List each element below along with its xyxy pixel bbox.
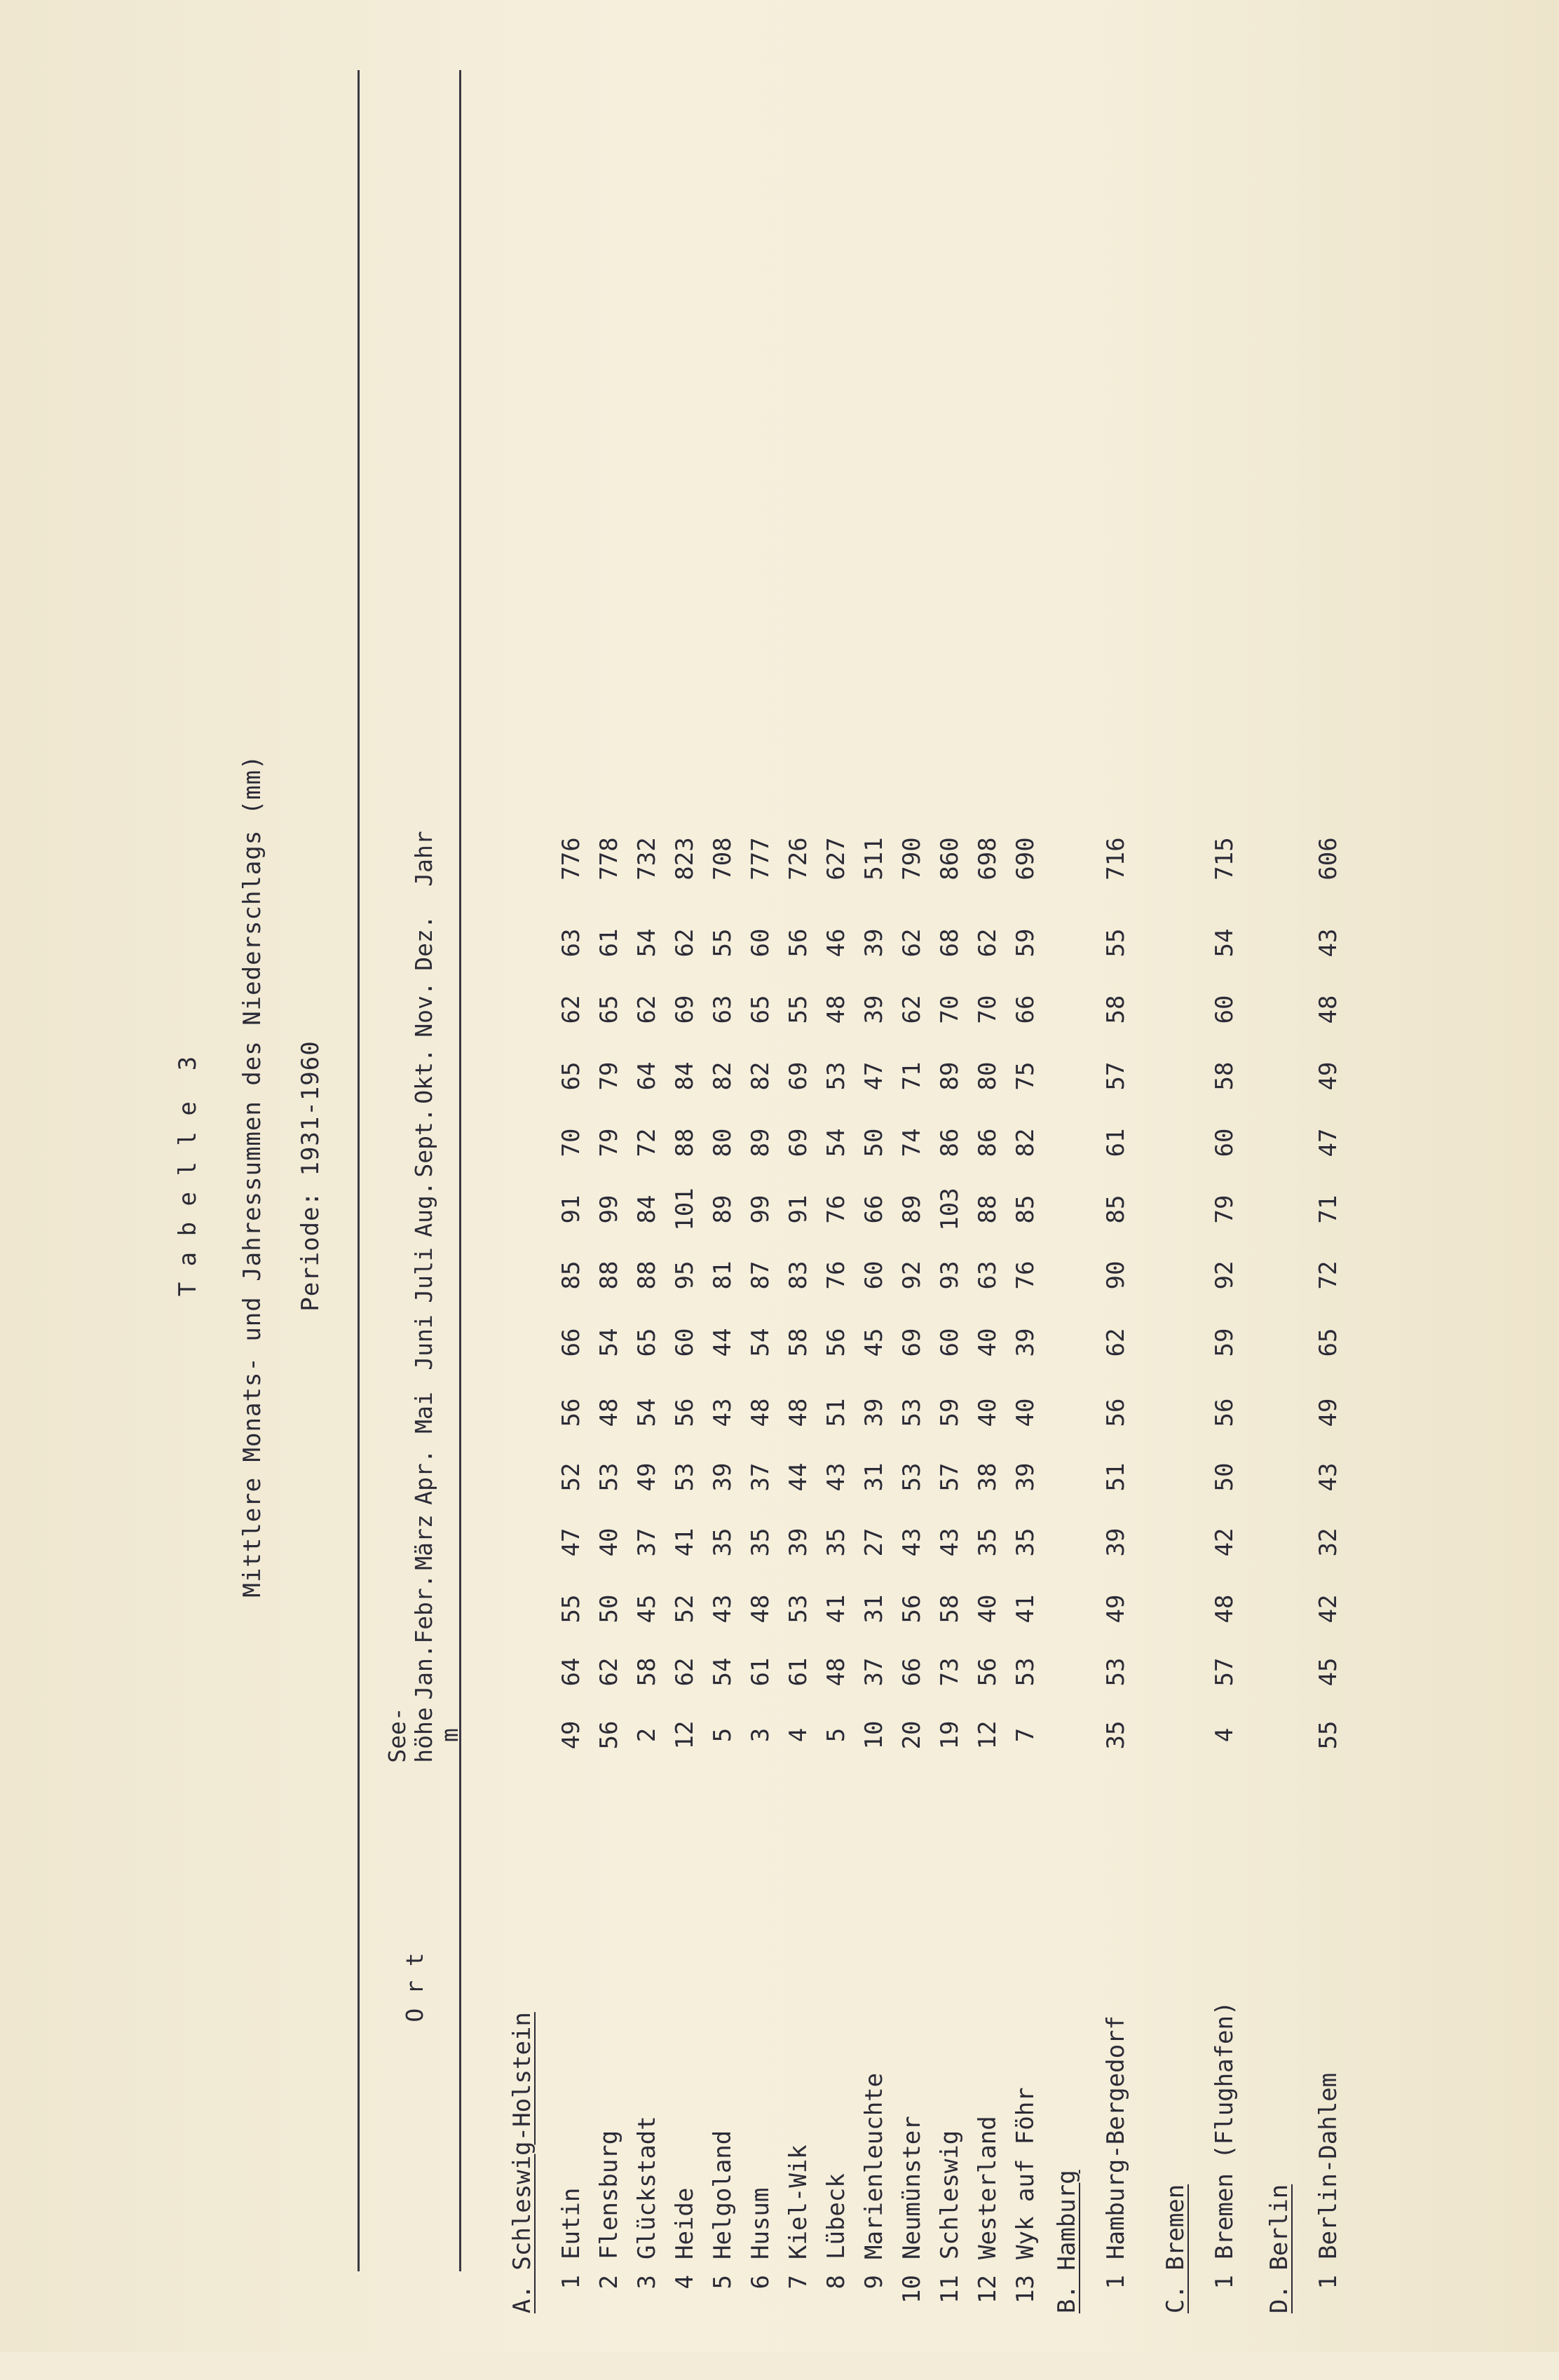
precip-value: 56 xyxy=(1102,1398,1130,1427)
precip-value: 790 xyxy=(898,837,926,880)
precip-value: 44 xyxy=(709,1328,737,1357)
precip-value: 54 xyxy=(822,1128,850,1157)
altitude-header-unit: m xyxy=(436,1728,463,1742)
precip-value: 59 xyxy=(936,1398,964,1427)
precip-value: 39 xyxy=(1012,1462,1040,1492)
precip-value: 43 xyxy=(936,1528,964,1557)
precip-value: 708 xyxy=(709,837,737,880)
precip-value: 89 xyxy=(898,1195,926,1224)
precip-value: 38 xyxy=(974,1462,1002,1492)
precip-value: 65 xyxy=(747,995,775,1024)
precip-value: 41 xyxy=(822,1594,850,1624)
precip-value: 79 xyxy=(1211,1195,1239,1224)
precip-value: 48 xyxy=(1314,995,1342,1024)
precip-value: 48 xyxy=(747,1594,775,1624)
station-name: Westerland xyxy=(974,2116,1002,2259)
precip-value: 69 xyxy=(898,1328,926,1357)
station-altitude: 4 xyxy=(784,1727,812,1743)
precip-value: 37 xyxy=(747,1462,775,1492)
precip-value: 92 xyxy=(1211,1260,1239,1290)
precip-value: 823 xyxy=(671,837,699,880)
precip-value: 76 xyxy=(1012,1260,1040,1290)
precip-value: 777 xyxy=(747,837,775,880)
precip-value: 48 xyxy=(747,1398,775,1427)
row-number: 6 xyxy=(747,2275,775,2290)
precip-value: 59 xyxy=(1211,1328,1239,1357)
precip-value: 27 xyxy=(860,1528,888,1557)
station-name: Heide xyxy=(671,2187,699,2259)
precip-value: 62 xyxy=(974,928,1002,958)
precip-value: 53 xyxy=(898,1462,926,1492)
month-header-9: Sept. xyxy=(410,1108,437,1178)
row-number: 8 xyxy=(822,2275,850,2290)
precip-value: 51 xyxy=(822,1398,850,1427)
station-name: Husum xyxy=(747,2187,775,2259)
precip-value: 72 xyxy=(1314,1260,1342,1290)
precip-value: 95 xyxy=(671,1260,699,1290)
precip-value: 91 xyxy=(784,1195,812,1224)
precip-value: 31 xyxy=(860,1462,888,1492)
precip-value: 103 xyxy=(936,1188,964,1231)
precip-value: 43 xyxy=(1314,928,1342,958)
precip-value: 55 xyxy=(784,995,812,1024)
precip-value: 58 xyxy=(633,1657,661,1687)
station-altitude: 56 xyxy=(595,1720,623,1750)
precip-value: 52 xyxy=(557,1462,585,1492)
precip-value: 81 xyxy=(709,1260,737,1290)
precip-value: 60 xyxy=(747,928,775,958)
precip-value: 76 xyxy=(822,1260,850,1290)
precip-value: 54 xyxy=(595,1328,623,1357)
precip-value: 84 xyxy=(633,1195,661,1224)
precip-value: 92 xyxy=(898,1260,926,1290)
precip-value: 56 xyxy=(898,1594,926,1624)
precip-value: 86 xyxy=(974,1128,1002,1157)
station-altitude: 20 xyxy=(898,1720,926,1750)
precip-value: 80 xyxy=(974,1061,1002,1091)
precip-value: 85 xyxy=(557,1260,585,1290)
precip-value: 76 xyxy=(822,1195,850,1224)
precip-value: 42 xyxy=(1211,1528,1239,1557)
precip-value: 64 xyxy=(633,1061,661,1091)
precip-value: 62 xyxy=(898,928,926,958)
station-name: Schleswig xyxy=(936,2130,964,2259)
precip-value: 40 xyxy=(595,1528,623,1557)
precip-value: 39 xyxy=(709,1462,737,1492)
section-heading: C. Bremen xyxy=(1162,2184,1190,2313)
row-number: 3 xyxy=(633,2275,661,2290)
precip-value: 65 xyxy=(633,1328,661,1357)
precip-value: 55 xyxy=(1102,928,1130,958)
precip-value: 39 xyxy=(1012,1328,1040,1357)
precip-value: 82 xyxy=(709,1061,737,1091)
precip-value: 70 xyxy=(974,995,1002,1024)
month-header-4: Apr. xyxy=(410,1449,437,1505)
precip-value: 58 xyxy=(936,1594,964,1624)
station-name: Wyk auf Föhr xyxy=(1012,2087,1040,2259)
station-name: Marienleuchte xyxy=(860,2072,888,2259)
month-header-2: Febr. xyxy=(410,1574,437,1644)
header-rule xyxy=(459,70,461,2271)
precip-value: 43 xyxy=(822,1462,850,1492)
precip-value: 62 xyxy=(671,928,699,958)
precip-value: 37 xyxy=(633,1528,661,1557)
precip-value: 56 xyxy=(974,1657,1002,1687)
precip-value: 52 xyxy=(671,1594,699,1624)
precip-value: 89 xyxy=(709,1195,737,1224)
precip-value: 56 xyxy=(822,1328,850,1357)
table-subtitle: Mittlere Monats- und Jahressummen des Niederschlags (mm) xyxy=(238,754,266,1598)
precip-value: 40 xyxy=(974,1594,1002,1624)
precip-value: 79 xyxy=(595,1061,623,1091)
precip-value: 60 xyxy=(1211,995,1239,1024)
section-heading: A. Schleswig-Holstein xyxy=(508,2012,536,2313)
precip-value: 48 xyxy=(822,995,850,1024)
station-altitude: 12 xyxy=(671,1720,699,1750)
precip-value: 48 xyxy=(822,1657,850,1687)
station-altitude: 5 xyxy=(709,1727,737,1743)
precip-value: 50 xyxy=(860,1128,888,1157)
precip-value: 45 xyxy=(1314,1657,1342,1687)
row-number: 4 xyxy=(671,2275,699,2290)
precip-value: 606 xyxy=(1314,837,1342,880)
precip-value: 65 xyxy=(1314,1328,1342,1357)
month-header-3: März xyxy=(410,1514,437,1570)
precip-value: 85 xyxy=(1102,1195,1130,1224)
precip-value: 87 xyxy=(747,1260,775,1290)
section-heading: B. Hamburg xyxy=(1053,2170,1081,2313)
precip-value: 57 xyxy=(936,1462,964,1492)
precip-value: 74 xyxy=(898,1128,926,1157)
precip-value: 56 xyxy=(1211,1398,1239,1427)
precip-value: 75 xyxy=(1012,1061,1040,1091)
precip-value: 60 xyxy=(671,1328,699,1357)
precip-value: 61 xyxy=(595,928,623,958)
precip-value: 41 xyxy=(671,1528,699,1557)
precip-value: 63 xyxy=(557,928,585,958)
precip-value: 726 xyxy=(784,837,812,880)
precip-value: 511 xyxy=(860,837,888,880)
precip-value: 35 xyxy=(709,1528,737,1557)
precip-value: 35 xyxy=(1012,1528,1040,1557)
precip-value: 53 xyxy=(898,1398,926,1427)
precip-value: 63 xyxy=(709,995,737,1024)
precip-value: 31 xyxy=(860,1594,888,1624)
precip-value: 62 xyxy=(557,995,585,1024)
precip-value: 62 xyxy=(595,1657,623,1687)
station-name: Lübeck xyxy=(822,2173,850,2259)
station-altitude: 5 xyxy=(822,1727,850,1743)
precip-value: 66 xyxy=(1012,995,1040,1024)
station-name: Kiel-Wik xyxy=(784,2144,812,2259)
precip-value: 70 xyxy=(936,995,964,1024)
precip-value: 43 xyxy=(1314,1462,1342,1492)
precip-value: 860 xyxy=(936,837,964,880)
precip-value: 32 xyxy=(1314,1528,1342,1557)
precip-value: 50 xyxy=(1211,1462,1239,1492)
station-name: Glückstadt xyxy=(633,2116,661,2259)
precip-value: 39 xyxy=(784,1528,812,1557)
precip-value: 70 xyxy=(557,1128,585,1157)
precip-value: 99 xyxy=(595,1195,623,1224)
precip-value: 58 xyxy=(784,1328,812,1357)
precip-value: 69 xyxy=(784,1061,812,1091)
precip-value: 732 xyxy=(633,837,661,880)
row-number: 1 xyxy=(557,2275,585,2290)
station-name: Eutin xyxy=(557,2187,585,2259)
precip-value: 698 xyxy=(974,837,1002,880)
precip-value: 62 xyxy=(671,1657,699,1687)
precip-value: 42 xyxy=(1314,1594,1342,1624)
precip-value: 56 xyxy=(671,1398,699,1427)
precip-value: 66 xyxy=(860,1195,888,1224)
precip-value: 51 xyxy=(1102,1462,1130,1492)
precip-value: 82 xyxy=(1012,1128,1040,1157)
month-header-11: Nov. xyxy=(410,981,437,1038)
precip-value: 84 xyxy=(671,1061,699,1091)
row-number: 13 xyxy=(1012,2275,1040,2304)
precip-value: 35 xyxy=(974,1528,1002,1557)
precip-value: 61 xyxy=(1102,1128,1130,1157)
precip-value: 690 xyxy=(1012,837,1040,880)
precip-value: 62 xyxy=(633,995,661,1024)
precip-value: 58 xyxy=(1211,1061,1239,1091)
row-number: 5 xyxy=(709,2275,737,2290)
precip-value: 49 xyxy=(633,1462,661,1492)
precip-value: 85 xyxy=(1012,1195,1040,1224)
station-altitude: 2 xyxy=(633,1727,661,1743)
precip-value: 48 xyxy=(1211,1594,1239,1624)
precip-value: 69 xyxy=(671,995,699,1024)
precip-value: 39 xyxy=(860,928,888,958)
station-name: Berlin-Dahlem xyxy=(1314,2072,1342,2259)
precip-value: 715 xyxy=(1211,837,1239,880)
precip-value: 68 xyxy=(936,928,964,958)
precip-value: 72 xyxy=(633,1128,661,1157)
precip-value: 776 xyxy=(557,837,585,880)
table-title: T a b e l l e 3 xyxy=(174,1055,202,1297)
station-altitude: 49 xyxy=(557,1720,585,1750)
month-header-5: Mai xyxy=(410,1392,437,1434)
month-header-13: Jahr xyxy=(410,831,437,887)
precip-value: 71 xyxy=(1314,1195,1342,1224)
precip-value: 49 xyxy=(1314,1398,1342,1427)
section-heading: D. Berlin xyxy=(1265,2184,1293,2313)
precip-value: 89 xyxy=(936,1061,964,1091)
precip-value: 99 xyxy=(747,1195,775,1224)
precip-value: 88 xyxy=(595,1260,623,1290)
precip-value: 93 xyxy=(936,1260,964,1290)
altitude-header-line2: höhe xyxy=(410,1707,437,1763)
precip-value: 627 xyxy=(822,837,850,880)
precip-value: 43 xyxy=(709,1398,737,1427)
month-header-12: Dez. xyxy=(410,915,437,971)
row-number: 1 xyxy=(1102,2275,1130,2290)
month-header-6: Juni xyxy=(410,1314,437,1371)
precip-value: 60 xyxy=(1211,1128,1239,1157)
station-altitude: 7 xyxy=(1012,1727,1040,1743)
station-altitude: 10 xyxy=(860,1720,888,1750)
precip-value: 49 xyxy=(1102,1594,1130,1624)
precip-value: 49 xyxy=(1314,1061,1342,1091)
station-altitude: 55 xyxy=(1314,1720,1342,1750)
precip-value: 66 xyxy=(898,1657,926,1687)
precip-value: 40 xyxy=(974,1398,1002,1427)
precip-value: 46 xyxy=(822,928,850,958)
precip-value: 61 xyxy=(784,1657,812,1687)
precip-value: 69 xyxy=(784,1128,812,1157)
precip-value: 54 xyxy=(633,1398,661,1427)
station-name: Helgoland xyxy=(709,2130,737,2259)
precip-value: 62 xyxy=(1102,1328,1130,1357)
station-altitude: 4 xyxy=(1211,1727,1239,1743)
precip-value: 53 xyxy=(822,1061,850,1091)
precip-value: 53 xyxy=(1012,1657,1040,1687)
row-number: 11 xyxy=(936,2275,964,2304)
precip-value: 90 xyxy=(1102,1260,1130,1290)
precip-value: 40 xyxy=(1012,1398,1040,1427)
precip-value: 47 xyxy=(860,1061,888,1091)
precip-value: 35 xyxy=(747,1528,775,1557)
precip-value: 54 xyxy=(709,1657,737,1687)
row-number: 9 xyxy=(860,2275,888,2290)
precip-value: 66 xyxy=(557,1328,585,1357)
precip-value: 48 xyxy=(784,1398,812,1427)
precip-value: 88 xyxy=(671,1128,699,1157)
row-number: 7 xyxy=(784,2275,812,2290)
precip-value: 57 xyxy=(1102,1061,1130,1091)
precip-value: 62 xyxy=(898,995,926,1024)
precip-value: 73 xyxy=(936,1657,964,1687)
precip-value: 48 xyxy=(595,1398,623,1427)
precip-value: 89 xyxy=(747,1128,775,1157)
precip-value: 55 xyxy=(709,928,737,958)
station-altitude: 35 xyxy=(1102,1720,1130,1750)
precip-value: 88 xyxy=(974,1195,1002,1224)
station-name: Hamburg-Bergedorf xyxy=(1102,2015,1130,2259)
altitude-header-line1: See- xyxy=(383,1707,411,1763)
precip-value: 60 xyxy=(936,1328,964,1357)
precip-value: 53 xyxy=(595,1462,623,1492)
station-altitude: 12 xyxy=(974,1720,1002,1750)
precip-value: 45 xyxy=(860,1328,888,1357)
month-header-1: Jan. xyxy=(410,1644,437,1700)
precip-value: 60 xyxy=(860,1260,888,1290)
month-header-7: Juli xyxy=(410,1247,437,1303)
station-altitude: 19 xyxy=(936,1720,964,1750)
precip-value: 65 xyxy=(595,995,623,1024)
precip-value: 45 xyxy=(633,1594,661,1624)
precip-value: 716 xyxy=(1102,837,1130,880)
precip-value: 59 xyxy=(1012,928,1040,958)
station-name: Flensburg xyxy=(595,2130,623,2259)
precip-value: 54 xyxy=(1211,928,1239,958)
precip-value: 57 xyxy=(1211,1657,1239,1687)
precip-value: 37 xyxy=(860,1657,888,1687)
precip-value: 53 xyxy=(671,1462,699,1492)
precip-value: 91 xyxy=(557,1195,585,1224)
month-header-10: Okt. xyxy=(410,1048,437,1104)
precip-value: 44 xyxy=(784,1462,812,1492)
precip-value: 101 xyxy=(671,1188,699,1231)
precip-value: 58 xyxy=(1102,995,1130,1024)
precip-value: 61 xyxy=(747,1657,775,1687)
precip-value: 40 xyxy=(974,1328,1002,1357)
precip-value: 39 xyxy=(860,995,888,1024)
precip-value: 53 xyxy=(784,1594,812,1624)
precip-value: 80 xyxy=(709,1128,737,1157)
precip-value: 88 xyxy=(633,1260,661,1290)
top-rule xyxy=(358,70,360,2271)
precip-value: 63 xyxy=(974,1260,1002,1290)
row-number: 10 xyxy=(898,2275,926,2304)
precip-value: 65 xyxy=(557,1061,585,1091)
table-period: Periode: 1931-1960 xyxy=(297,1040,325,1312)
precip-value: 39 xyxy=(860,1398,888,1427)
row-number: 1 xyxy=(1314,2275,1342,2290)
row-number: 1 xyxy=(1211,2275,1239,2290)
precip-value: 82 xyxy=(747,1061,775,1091)
station-altitude: 3 xyxy=(747,1727,775,1743)
station-name: Neumünster xyxy=(898,2116,926,2259)
precip-value: 35 xyxy=(822,1528,850,1557)
precip-value: 53 xyxy=(1102,1657,1130,1687)
month-header-8: Aug. xyxy=(410,1181,437,1237)
precip-value: 54 xyxy=(633,928,661,958)
precip-value: 56 xyxy=(784,928,812,958)
precip-value: 55 xyxy=(557,1594,585,1624)
station-name: Bremen (Flughafen) xyxy=(1211,2001,1239,2259)
precip-value: 86 xyxy=(936,1128,964,1157)
precip-value: 79 xyxy=(595,1128,623,1157)
precip-value: 41 xyxy=(1012,1594,1040,1624)
precip-value: 43 xyxy=(898,1528,926,1557)
precip-value: 43 xyxy=(709,1594,737,1624)
precip-value: 778 xyxy=(595,837,623,880)
precip-value: 47 xyxy=(557,1528,585,1557)
precip-value: 39 xyxy=(1102,1528,1130,1557)
precip-value: 64 xyxy=(557,1657,585,1687)
precip-value: 56 xyxy=(557,1398,585,1427)
precip-value: 47 xyxy=(1314,1128,1342,1157)
precip-value: 83 xyxy=(784,1260,812,1290)
row-number: 12 xyxy=(974,2275,1002,2304)
row-number: 2 xyxy=(595,2275,623,2290)
ort-header: O r t xyxy=(401,1952,428,2022)
precip-value: 71 xyxy=(898,1061,926,1091)
precip-value: 50 xyxy=(595,1594,623,1624)
precip-value: 54 xyxy=(747,1328,775,1357)
